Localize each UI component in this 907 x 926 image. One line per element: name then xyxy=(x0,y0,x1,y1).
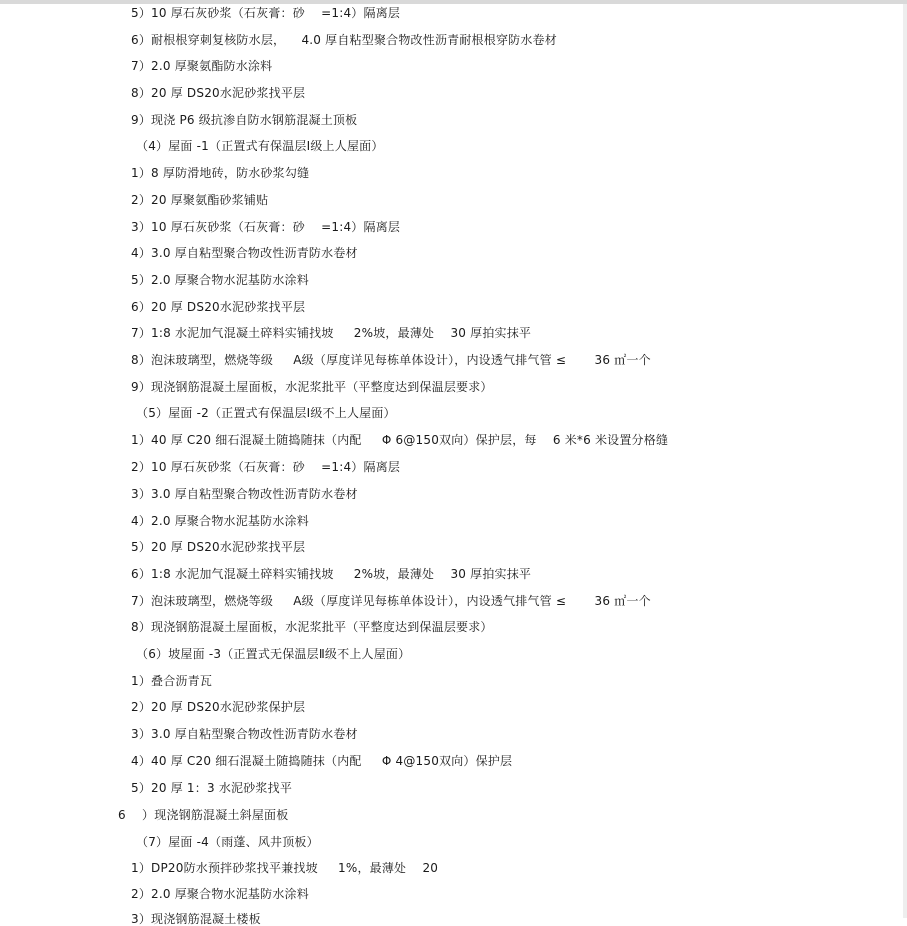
spec-line: 6）1:8 水泥加气混凝土碎料实铺找坡 2%坡，最薄处 30 厚拍实抹平 xyxy=(131,567,532,581)
spec-line: 4）2.0 厚聚合物水泥基防水涂料 xyxy=(131,514,309,528)
spec-line: 8）20 厚 DS20水泥砂浆找平层 xyxy=(131,86,306,100)
spec-line: 2）10 厚石灰砂浆（石灰膏：砂 =1:4）隔离层 xyxy=(131,460,401,474)
spec-line: 6）耐根根穿刺复核防水层， 4.0 厚自粘型聚合物改性沥青耐根根穿防水卷材 xyxy=(131,33,557,47)
spec-line: 2）20 厚聚氨酯砂浆铺贴 xyxy=(131,193,269,207)
spec-line: 6）20 厚 DS20水泥砂浆找平层 xyxy=(131,300,306,314)
section-heading: （7）屋面 -4（雨蓬、风井顶板） xyxy=(136,835,319,849)
spec-line: 1）DP20防水预拌砂浆找平兼找坡 1%，最薄处 20 xyxy=(131,861,439,875)
spec-line: 5）2.0 厚聚合物水泥基防水涂料 xyxy=(131,273,309,287)
spec-line: 8）泡沫玻璃型，燃烧等级 A级（厚度详见每栋单体设计），内设透气排气管 ≤ 36 ㎡一个 xyxy=(131,353,651,367)
spec-line: 4）40 厚 C20 细石混凝土随捣随抹（内配 Φ 4@150双向）保护层 xyxy=(131,754,513,768)
spec-line: 5）20 厚 DS20水泥砂浆找平层 xyxy=(131,540,306,554)
spec-line: 6 ）现浇钢筋混凝土斜屋面板 xyxy=(118,808,289,822)
spec-line: 7）泡沫玻璃型，燃烧等级 A级（厚度详见每栋单体设计），内设透气排气管 ≤ 36 ㎡一个 xyxy=(131,594,651,608)
spec-line: 3）现浇钢筋混凝土楼板 xyxy=(131,912,261,926)
spec-line: 5）10 厚石灰砂浆（石灰膏：砂 =1:4）隔离层 xyxy=(131,6,401,20)
spec-line: 2）20 厚 DS20水泥砂浆保护层 xyxy=(131,700,306,714)
spec-line: 1）8 厚防滑地砖，防水砂浆勾缝 xyxy=(131,166,310,180)
spec-line: 8）现浇钢筋混凝土屋面板，水泥浆批平（平整度达到保温层要求） xyxy=(131,620,493,634)
section-heading: （5）屋面 -2（正置式有保温层Ⅰ级不上人屋面） xyxy=(136,406,396,420)
spec-line: 9）现浇钢筋混凝土屋面板，水泥浆批平（平整度达到保温层要求） xyxy=(131,380,493,394)
spec-line: 2）2.0 厚聚合物水泥基防水涂料 xyxy=(131,887,309,901)
spec-line: 9）现浇 P6 级抗渗自防水钢筋混凝土顶板 xyxy=(131,113,358,127)
spec-line: 3）3.0 厚自粘型聚合物改性沥青防水卷材 xyxy=(131,487,358,501)
spec-line: 3）10 厚石灰砂浆（石灰膏：砂 =1:4）隔离层 xyxy=(131,220,401,234)
spec-line: 5）20 厚 1：3 水泥砂浆找平 xyxy=(131,781,293,795)
spec-line: 3）3.0 厚自粘型聚合物改性沥青防水卷材 xyxy=(131,727,358,741)
spec-line: 4）3.0 厚自粘型聚合物改性沥青防水卷材 xyxy=(131,246,358,260)
scrollbar-track[interactable] xyxy=(903,4,907,918)
section-heading: （4）屋面 -1（正置式有保温层Ⅰ级上人屋面） xyxy=(136,139,384,153)
spec-line: 7）2.0 厚聚氨酯防水涂料 xyxy=(131,59,273,73)
spec-line: 1）40 厚 C20 细石混凝土随捣随抹（内配 Φ 6@150双向）保护层，每 6 米*6 米设置分格缝 xyxy=(131,433,669,447)
section-heading: （6）坡屋面 -3（正置式无保温层Ⅱ级不上人屋面） xyxy=(136,647,411,661)
spec-line: 1）叠合沥青瓦 xyxy=(131,674,213,688)
spec-line: 7）1:8 水泥加气混凝土碎料实铺找坡 2%坡，最薄处 30 厚拍实抹平 xyxy=(131,326,532,340)
